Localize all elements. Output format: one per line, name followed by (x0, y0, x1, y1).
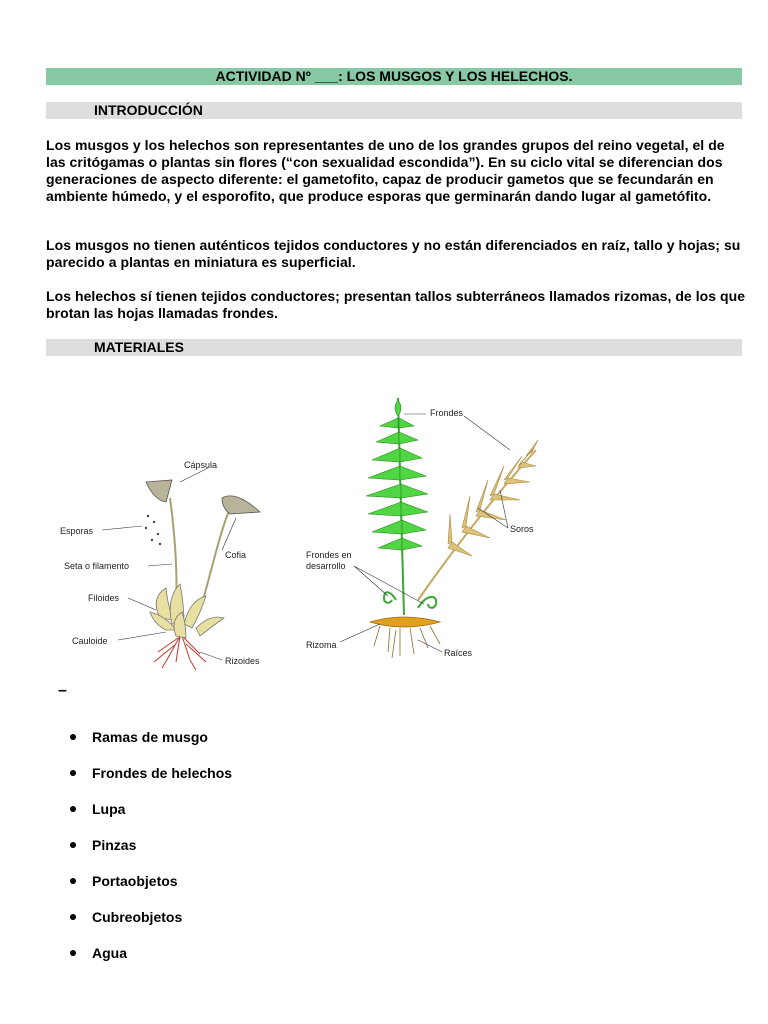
label-filoides: Filoides (88, 593, 120, 603)
label-cofia: Cofia (225, 550, 247, 560)
materials-list (46, 728, 232, 980)
label-seta: Seta o filamento (64, 561, 130, 571)
label-raices: Raíces (444, 648, 473, 658)
bullet-icon (70, 950, 76, 956)
list-item (46, 908, 232, 944)
bullet-icon (70, 878, 76, 884)
list-item (46, 836, 232, 872)
label-esporas: Esporas (60, 526, 94, 536)
moss-capsule-left (146, 480, 172, 502)
material-label: Portaobjetos (92, 873, 178, 889)
moss-diagram (50, 448, 290, 676)
fern-rhizome (370, 617, 440, 627)
material-label: Cubreobjetos (92, 909, 183, 925)
label-frondes-en-desarrollo-1: Frondes en (306, 550, 352, 560)
bullet-icon (70, 806, 76, 812)
label-soros: Soros (510, 524, 534, 534)
bullet-icon (70, 770, 76, 776)
list-item (46, 944, 232, 980)
bullet-icon (70, 914, 76, 920)
page-title: ACTIVIDAD Nº ___: LOS MUSGOS Y LOS HELECHOS. (46, 68, 742, 85)
material-label: Lupa (92, 801, 126, 817)
fern-roots-drawing (374, 626, 440, 658)
section-heading-introduction: INTRODUCCIÓN (46, 102, 742, 119)
moss-rhizoids-drawing (154, 636, 206, 670)
list-item (46, 764, 232, 800)
moss-capsule-right (222, 496, 260, 514)
material-label: Frondes de helechos (92, 765, 233, 781)
list-item (46, 728, 232, 764)
list-item (46, 800, 232, 836)
label-cauloide: Cauloide (72, 636, 108, 646)
bullet-icon (70, 734, 76, 740)
label-frondes-en-desarrollo-2: desarrollo (306, 561, 346, 571)
moss-filoides-drawing (150, 584, 224, 638)
moss-spores-drawing (145, 515, 161, 545)
material-label: Pinzas (92, 837, 137, 853)
material-label: Agua (92, 945, 127, 961)
bullet-icon (70, 842, 76, 848)
paragraph-mosses: Los musgos no tienen auténticos tejidos conductores y no están diferenciados en raíz, tallo y hojas; su parecido a plantas en miniatura es superficial. (46, 237, 741, 270)
label-rizoides: Rizoides (225, 656, 260, 666)
section-heading-materials: MATERIALES (46, 339, 742, 356)
dash-mark: – (58, 682, 67, 699)
paragraph-ferns: Los helechos sí tienen tejidos conductores; presentan tallos subterráneos llamados rizomas, de los que brotan las hojas llamadas frondes. (46, 288, 746, 321)
fern-green-frond-pinnae (366, 400, 428, 550)
list-item (46, 872, 232, 908)
label-capsula: Cápsula (184, 460, 218, 470)
fern-tan-frond-pinnae (448, 440, 538, 556)
label-frondes: Frondes (430, 408, 464, 418)
fern-diagram (300, 390, 560, 665)
material-label: Ramas de musgo (92, 729, 208, 745)
paragraph-intro: Los musgos y los helechos son representantes de uno de los grandes grupos del reino vegetal, el de las critógamas o plantas sin flores (“con sexualidad escondida”). En su ciclo vital se diferencian dos generaciones de aspecto diferente: el gametofito, capaz de producir gametos que se fecundarán en ambiente húmedo, y el esporofito, que produce esporas que germinarán dando lugar al gametófito. (46, 137, 725, 204)
label-rizoma: Rizoma (306, 640, 337, 650)
